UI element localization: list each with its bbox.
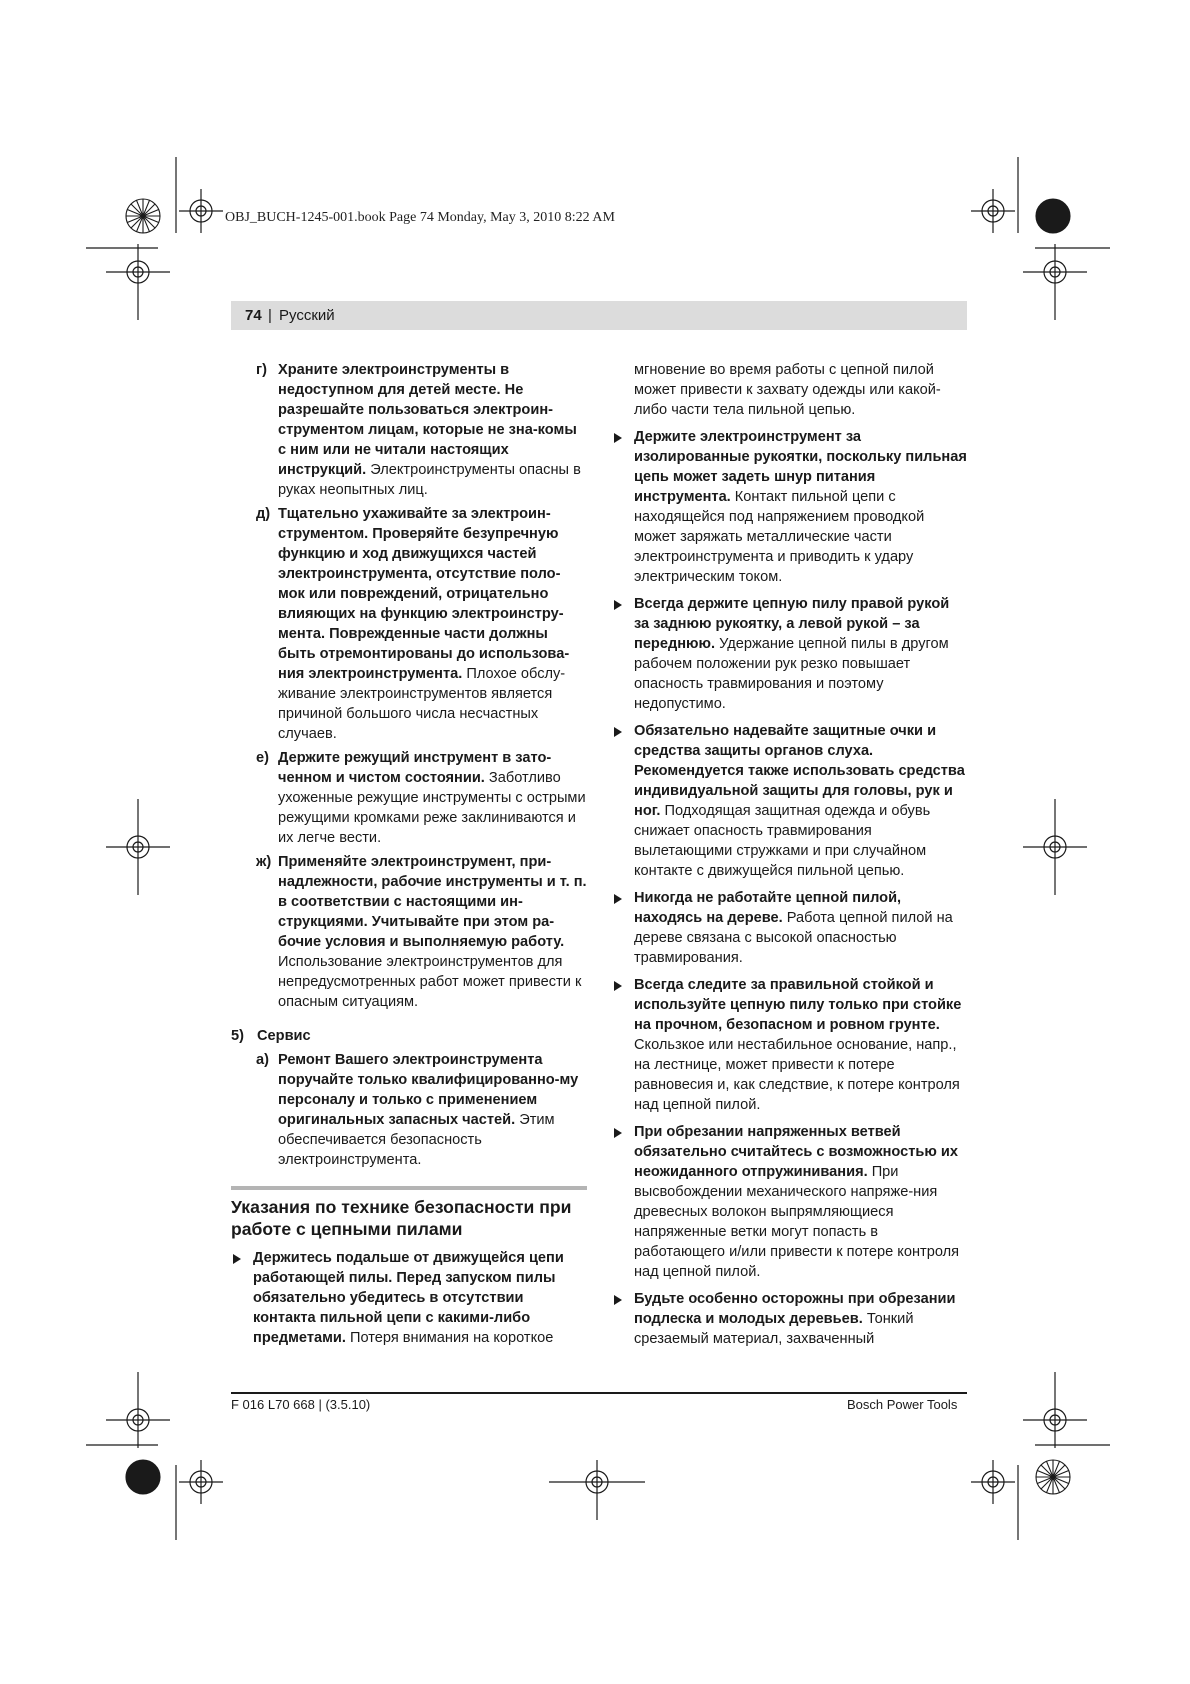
list-item	[231, 360, 587, 500]
section-heading: Указания по технике безопасности при работе с цепными пилами	[231, 1197, 572, 1239]
item-text: Электроинструменты опасны в руках неопытных лиц.	[278, 462, 581, 498]
item-text: Использование электроинструментов для непредусмотренных работ может привести к опасным ситуациям.	[278, 954, 582, 1010]
bullet-triangle-icon	[614, 433, 622, 443]
bullet-bold-text: Всегда следите за правильной стойкой и используйте цепную пилу только при стойке на прочном, безопасном и ровном грунте.	[634, 977, 962, 1033]
item-bold-text: Тщательно ухаживайте за электроин-струментом. Проверяйте безупречную функцию и ход движущихся частей электроинструмента, отсутствие поло-мок или повреждений, отрицательно влияющих на функцию электроинстру-мента. Поврежденные части должны быть отремонтированы до использова-ния электроинструмента.	[278, 506, 570, 682]
item-text: Плохое обслу-живание электроинструментов является причиной большого числа несчастных случаев.	[278, 666, 566, 742]
item-bold-text: Ремонт Вашего электроинструмента поручайте только квалифицированно-му персоналу и только с применением оригинальных запасных частей.	[278, 1052, 579, 1128]
footer-document-code: F 016 L70 668 | (3.5.10)	[231, 1397, 371, 1412]
bullet-bold-text: Держитесь подальше от движущейся цепи работающей пилы. Перед запуском пилы обязательно убедитесь в отсутствии контакта пильной цепи с какими-либо предметами.	[253, 1250, 564, 1346]
item-label: е)	[256, 750, 269, 766]
bullet-item	[612, 594, 968, 714]
bullet-text: Удержание цепной пилы в другом рабочем положении рук резко повышает опасность травмирования и поэтому недопустимо.	[634, 636, 949, 712]
bullet-item	[612, 1122, 968, 1282]
bullet-bold-text: Всегда держите цепную пилу правой рукой за заднюю рукоятку, а левой рукой – за переднюю.	[634, 596, 950, 652]
list-item	[231, 852, 587, 1012]
page-separator: |	[268, 307, 272, 324]
bullet-item	[612, 888, 968, 968]
bullet-text: Потеря внимания на короткое	[345, 1330, 554, 1346]
bullet-triangle-icon	[614, 981, 622, 991]
page-header-band	[231, 301, 967, 330]
bullet-bold-text: При обрезании напряженных ветвей обязательно считайтесь с возможностью их неожиданного отпружинивания.	[634, 1124, 958, 1180]
left-column	[231, 360, 587, 1355]
numbered-heading	[231, 1026, 587, 1046]
bullet-triangle-icon	[614, 727, 622, 737]
bullet-bold-text: Держите электроинструмент за изолированные рукоятки, поскольку пильная цепь может задеть шнур питания инструмента.	[634, 429, 967, 505]
bullet-text: Контакт пильной цепи с находящейся под напряжением проводкой может заряжать металлические части электроинструмента и приводить к удару электрическим током.	[634, 489, 925, 585]
footer-rule	[231, 1392, 967, 1394]
bullet-text: Подходящая защитная одежда и обувь снижает опасность травмирования вылетающими стружками и при случайном контакте с движущейся пильной цепью.	[634, 803, 931, 879]
list-item	[231, 1050, 587, 1170]
bullet-bold-text: Будьте особенно осторожны при обрезании подлеска и молодых деревьев.	[634, 1291, 956, 1327]
page-language: Русский	[279, 307, 335, 324]
bullet-item	[231, 1248, 587, 1348]
item-label: г)	[256, 362, 267, 378]
list-item	[231, 504, 587, 744]
bullet-text: Тонкий срезаемый материал, захваченный	[634, 1311, 914, 1347]
bullet-text: При высвобождении механического напряже-ния древесных волокон выпрямляющиеся напряженные ветки могут попасть в работающего и/или привести к потере контроля над цепной пилой.	[634, 1164, 960, 1280]
item-bold-text: Держите режущий инструмент в зато-ченном и чистом состоянии.	[278, 750, 552, 786]
item-label: а)	[256, 1052, 269, 1068]
bullet-text: Скользкое или нестабильное основание, напр., на лестнице, может привести к потере равновесия и, как следствие, к потере контроля над цепной пилой.	[634, 1037, 960, 1113]
numbered-title: Сервис	[257, 1028, 311, 1044]
page-number: 74	[245, 307, 262, 324]
bullet-text: Работа цепной пилой на дереве связана с высокой опасностью травмирования.	[634, 910, 953, 966]
bullet-item	[612, 1289, 968, 1349]
continuation-text: мгновение во время работы с цепной пилой может привести к захвату одежды или какой-либо части тела пильной цепью.	[634, 362, 941, 418]
bullet-bold-text: Никогда не работайте цепной пилой, находясь на дереве.	[634, 890, 902, 926]
item-label: ж)	[256, 854, 272, 870]
bullet-triangle-icon	[614, 600, 622, 610]
bullet-triangle-icon	[614, 1128, 622, 1138]
right-column	[612, 360, 968, 1356]
bullet-item	[612, 721, 968, 881]
numbered-label: 5)	[231, 1028, 244, 1044]
print-header: OBJ_BUCH-1245-001.book Page 74 Monday, May 3, 2010 8:22 AM	[225, 210, 615, 225]
bullet-item	[612, 975, 968, 1115]
bullet-triangle-icon	[233, 1254, 241, 1264]
section-divider	[231, 1186, 587, 1190]
bullet-triangle-icon	[614, 894, 622, 904]
item-text: Этим обеспечивается безопасность электроинструмента.	[278, 1112, 555, 1168]
bullet-bold-text: Обязательно надевайте защитные очки и средства защиты органов слуха. Рекомендуется также использовать средства индивидуальной защиты для головы, рук и ног.	[634, 723, 965, 819]
item-label: д)	[256, 506, 271, 522]
bullet-item	[612, 427, 968, 587]
item-bold-text: Применяйте электроинструмент, при-надлежности, рабочие инструменты и т. п. в соответствии с настоящими ин-струкциями. Учитывайте при этом ра-бочие условия и выполняемую работу.	[278, 854, 587, 950]
list-item	[231, 748, 587, 848]
item-text: Заботливо ухоженные режущие инструменты с острыми режущими кромками реже заклиниваются и их легче вести.	[278, 770, 586, 846]
bullet-triangle-icon	[614, 1295, 622, 1305]
footer-brand: Bosch Power Tools	[847, 1397, 958, 1412]
item-bold-text: Храните электроинструменты в недоступном для детей месте. Не разрешайте пользоваться электроин-струментом лицам, которые не зна-комы с ним или не читали настоящих инструкций.	[278, 362, 577, 478]
